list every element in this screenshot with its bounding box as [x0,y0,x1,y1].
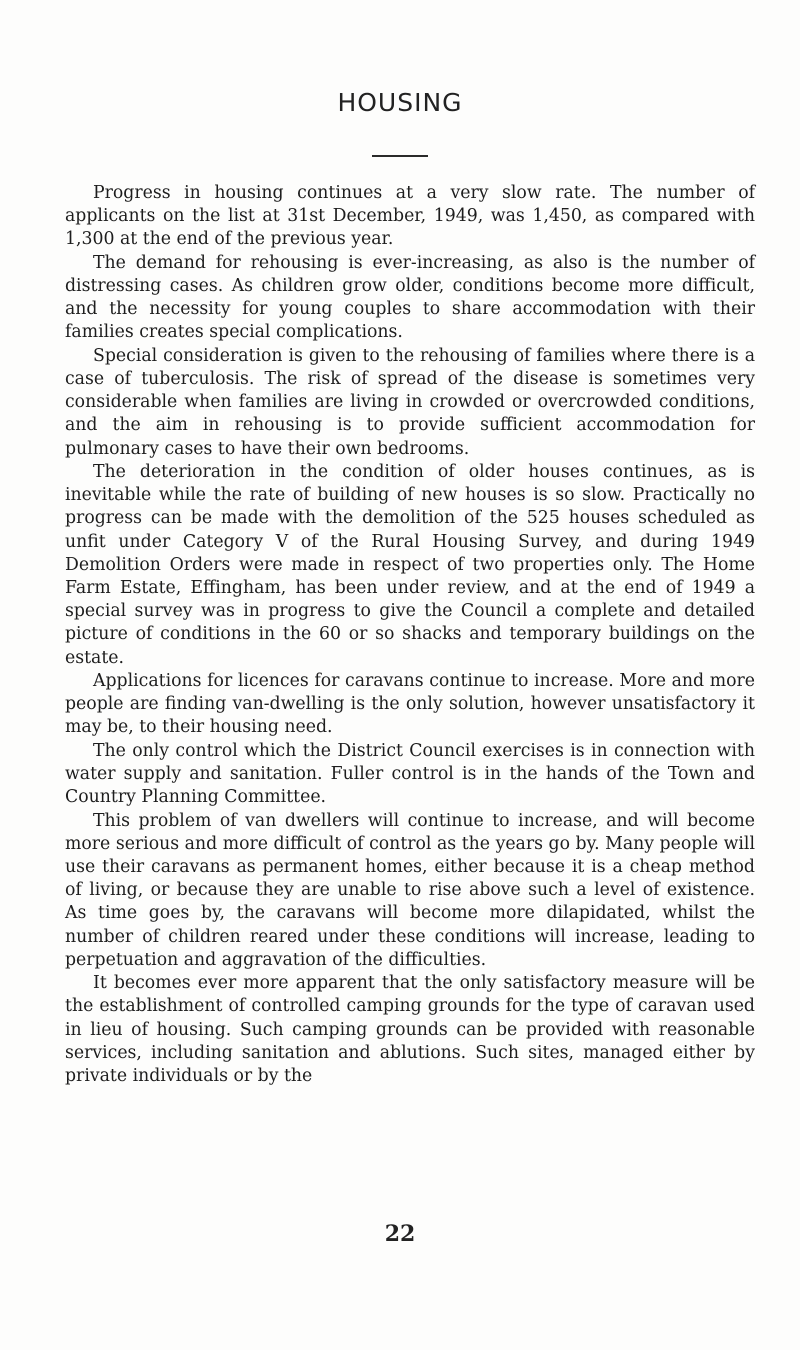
paragraph-progress: Progress in housing continues at a very slow rate. The number of applicants on the list at 31st December, 1949, was 1,450, as compared with 1,300 at the end of the previous year. [65,183,755,250]
heading-divider [372,155,428,157]
paragraph-camping-grounds: It becomes ever more apparent that the only satisfactory measure will be the establishment of controlled camping grounds for the type of caravan used in lieu of housing. Such camping grounds can be provided with reasonable services, including sanitation and ablutions. Such sites, managed either by private individuals or by the [65,973,755,1087]
paragraph-demand: The demand for rehousing is ever-increasing, as also is the number of distressing cases. As children grow older, conditions become more difficult, and the necessity for young couples to share accommodation with their families creates special complications. [65,252,755,343]
paragraph-tuberculosis: Special consideration is given to the rehousing of families where there is a case of tuberculosis. The risk of spread of the disease is sometimes very considerable when families are living in crowded or overcrowded conditions, and the aim in rehousing is to provide sufficient accommodation for pulmonary cases to have their own bedrooms. [65,345,755,459]
paragraph-deterioration: The deterioration in the condition of older houses continues, as is inevitable while the rate of building of new houses is so slow. Practically no progress can be made with the demolition of the 525 houses scheduled as unfit under Category V of the Rural Housing Survey, and during 1949 Demolition Orders were made in respect of two properties only. The Home Farm Estate, Effingham, has been under review, and at the end of 1949 a special survey was in progress to give the Council a complete and detailed picture of conditions in the 60 or so shacks and temporary buildings on the estate. [65,462,755,668]
body-text [65,182,755,1088]
paragraph-van-dwellers: This problem of van dwellers will continue to increase, and will become more serious and more difficult of control as the years go by. Many people will use their caravans as permanent homes, either because it is a cheap method of living, or because they are unable to rise above such a level of existence. As time goes by, the caravans will become more dilapidated, whilst the number of children reared under these conditions will increase, leading to perpetuation and aggravation of the difficulties. [65,810,755,970]
page-number: 22 [384,1221,416,1247]
paragraph-council-control: The only control which the District Council exercises is in connection with water supply and sanitation. Fuller control is in the hands of the Town and Country Planning Committee. [65,740,755,808]
paragraph-caravan-licences: Applications for licences for caravans continue to increase. More and more people are finding van-dwelling is the only solution, however unsatisfactory it may be, to their housing need. [65,671,755,738]
page-heading: HOUSING [337,88,463,117]
